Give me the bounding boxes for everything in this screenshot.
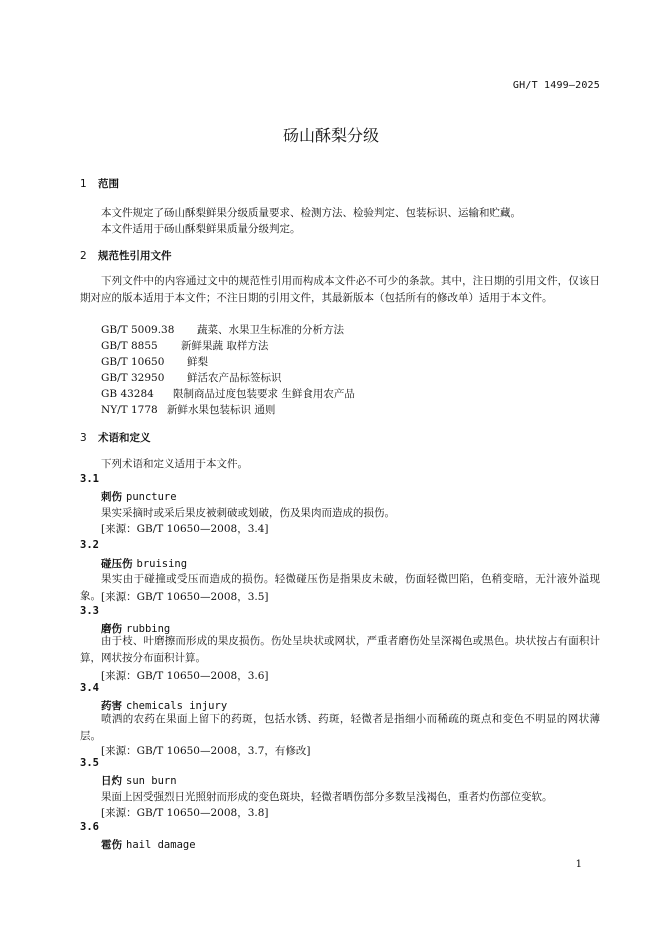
term-source: [来源：GB/T 10650—2008，3.7，有修改]: [101, 745, 311, 757]
paragraph: 下列术语和定义适用于本文件。: [101, 458, 248, 470]
term-source: [来源：GB/T 10650—2008，3.6]: [101, 670, 269, 682]
section-title: 术语和定义: [98, 432, 151, 444]
term-number: 3.1: [80, 473, 99, 485]
paragraph: 本文件适用于砀山酥梨鲜果质量分级判定。: [101, 223, 301, 235]
section-number: 3: [80, 432, 87, 444]
reference-code: GB 43284: [101, 388, 154, 400]
reference-code: GB/T 32950: [101, 372, 165, 384]
term-definition: 果实由于碰撞或受压而造成的损伤。轻微碰压伤是指果皮未破，伤面轻微凹陷，色稍变暗，无汁液外溢现象。: [80, 573, 600, 602]
term-source: [来源：GB/T 10650—2008，3.8]: [101, 807, 269, 819]
section-heading-normative-references: [80, 248, 172, 263]
reference-code: GB/T 10650: [101, 356, 165, 368]
reference-title: 新鲜果蔬 取样方法: [181, 340, 269, 352]
term-source: [来源：GB/T 10650—2008，3.5]: [101, 591, 269, 603]
term-name: [101, 773, 177, 788]
term-name-zh: 药害: [101, 700, 122, 712]
term-name-en: bruising: [136, 558, 188, 570]
document-title: 砀山酥梨分级: [282, 126, 379, 145]
section-title: 范围: [98, 178, 119, 190]
term-name-zh: 磨伤: [101, 623, 122, 635]
term-definition: 由于枝、叶磨擦而形成的果皮损伤。伤处呈块状或网状，严重者磨伤处呈深褐色或黑色。块状按占有面积计算，网状按分布面积计算。: [80, 635, 600, 664]
section-number: 2: [80, 250, 87, 262]
term-name-en: sun burn: [126, 775, 177, 787]
term-name-zh: 日灼: [101, 775, 122, 787]
term-number: 3.4: [80, 682, 99, 694]
term-name-en: hail damage: [126, 839, 196, 851]
paragraph: 本文件规定了砀山酥梨鲜果分级质量要求、检测方法、检验判定、包装标识、运输和贮藏。: [101, 207, 521, 219]
reference-code: NY/T 1778: [101, 404, 158, 416]
section-heading-terms-and-definitions: [80, 430, 151, 445]
term-name: [101, 837, 196, 852]
page-number: 1: [575, 859, 582, 870]
reference-item: [101, 402, 275, 417]
term-definition: 果实采摘时或采后果皮被刺破或划破，伤及果肉而造成的损伤。: [101, 507, 395, 519]
reference-title: 新鲜水果包装标识 通则: [167, 404, 276, 416]
reference-title: 蔬菜、水果卫生标准的分析方法: [197, 324, 344, 336]
reference-title: 限制商品过度包装要求 生鲜食用农产品: [173, 388, 355, 400]
section-heading-scope: [80, 176, 119, 191]
term-name-zh: 刺伤: [101, 491, 122, 503]
term-number: 3.5: [80, 757, 99, 769]
term-definition: 喷洒的农药在果面上留下的药斑，包括水锈、药斑，轻微者是指细小而稀疏的斑点和变色不明显的网状薄层。: [80, 713, 600, 742]
term-name: [101, 489, 177, 504]
reference-code: GB/T 8855: [101, 340, 158, 352]
standard-code: GH/T 1499—2025: [512, 80, 600, 91]
reference-item: [101, 370, 282, 385]
reference-item: [101, 386, 355, 401]
paragraph: 下列文件中的内容通过文中的规范性引用而构成本文件必不可少的条款。其中，注日期的引用文件，仅该日期对应的版本适用于本文件；不注日期的引用文件，其最新版本（包括所有的修改单）适用于本文件。: [80, 275, 600, 304]
reference-title: 鲜活农产品标签标识: [187, 372, 282, 384]
term-name-en: rubbing: [126, 623, 171, 635]
term-name-zh: 碰压伤: [101, 558, 133, 570]
section-title: 规范性引用文件: [98, 250, 172, 262]
reference-code: GB/T 5009.38: [101, 324, 175, 336]
term-number: 3.2: [80, 539, 99, 551]
reference-item: [101, 338, 268, 353]
term-name-en: puncture: [126, 491, 177, 503]
term-name: [101, 556, 187, 571]
reference-item: [101, 354, 208, 369]
term-name-zh: 雹伤: [101, 839, 122, 851]
term-source: [来源：GB/T 10650—2008，3.4]: [101, 523, 269, 535]
term-number: 3.3: [80, 605, 99, 617]
reference-item: [101, 322, 344, 337]
term-definition: 果面上因受强烈日光照射而形成的变色斑块，轻微者晒伤部分多数呈浅褐色，重者灼伤部位变软。: [101, 791, 553, 803]
reference-title: 鲜梨: [187, 356, 208, 368]
term-number: 3.6: [80, 821, 99, 833]
term-name-en: chemicals injury: [126, 700, 228, 712]
section-number: 1: [80, 178, 87, 190]
